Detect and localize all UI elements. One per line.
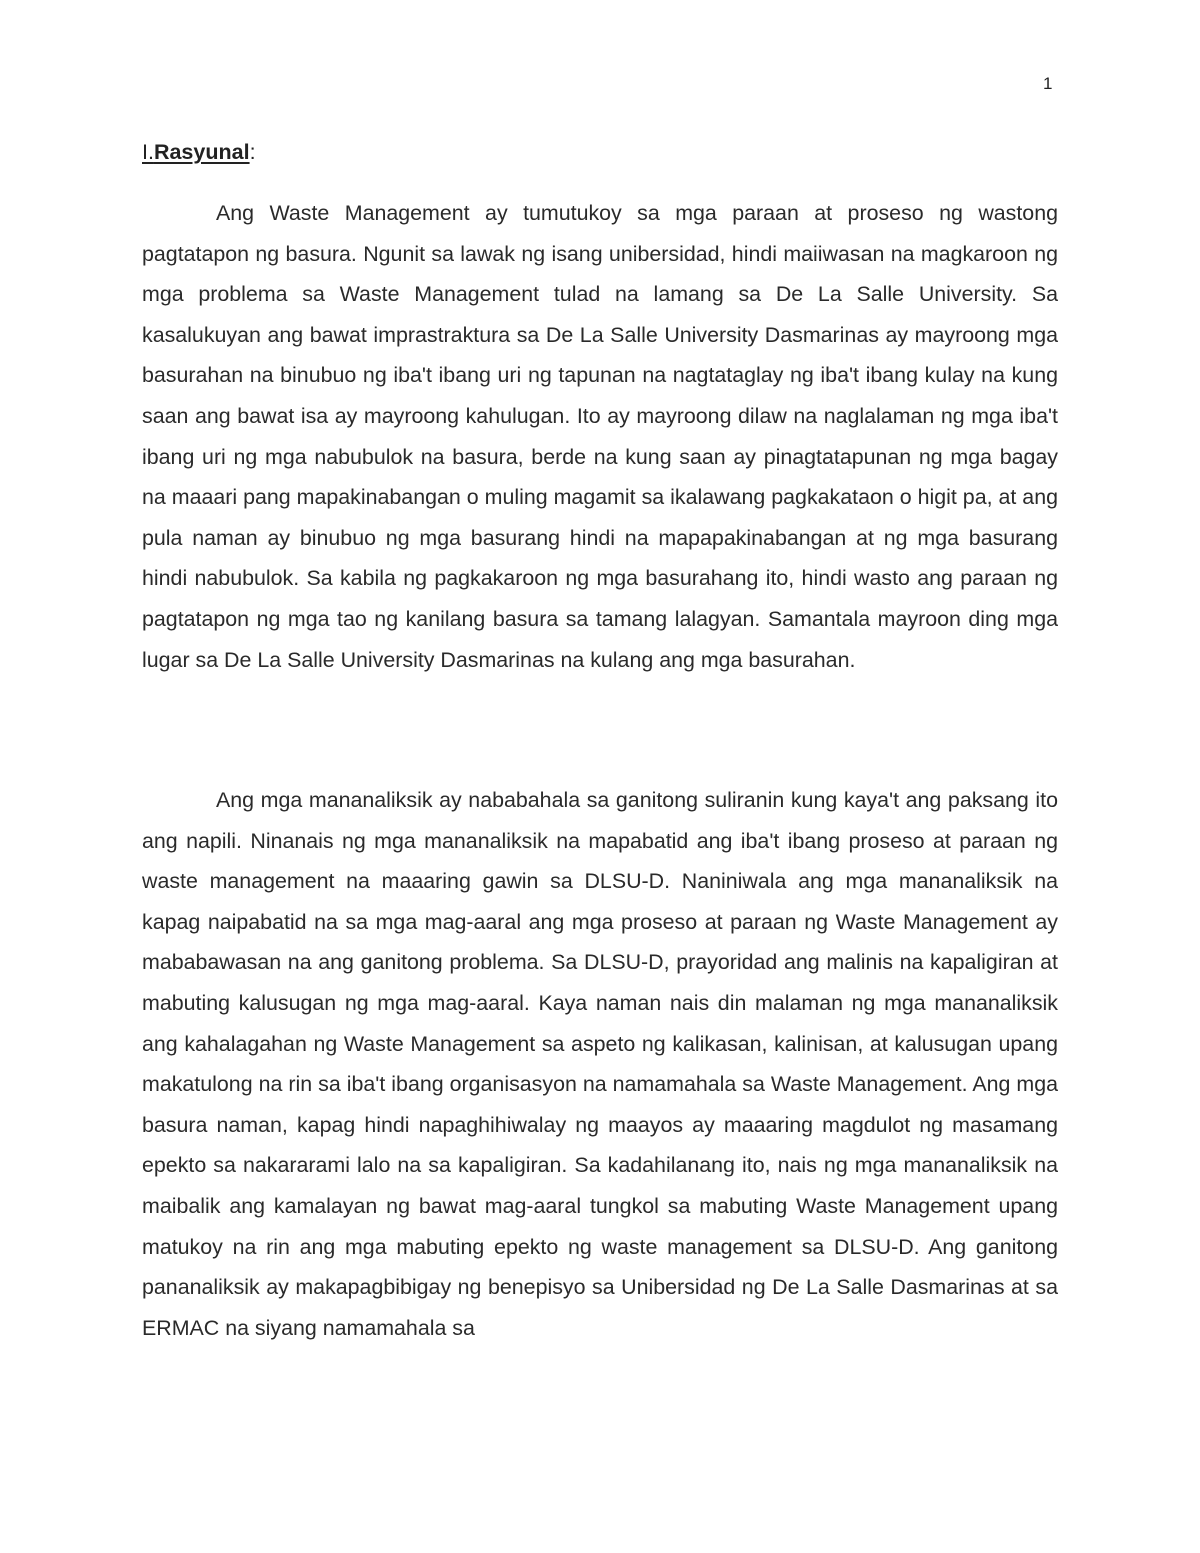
paragraph-1: Ang Waste Management ay tumutukoy sa mga paraan at proseso ng wastong pagtatapon ng basura. Ngunit sa lawak ng isang unibersidad, hindi maiiwasan na magkaroon ng mga problema sa Waste Management tulad na lamang sa De La Salle University. Sa kasalukuyan ang bawat imprastraktura sa De La Salle University Dasmarinas ay mayroong mga basurahan na binubuo ng iba't ibang uri ng tapunan na nagtataglay ng iba't ibang kulay na kung saan ang bawat isa ay mayroong kahulugan. Ito ay mayroong dilaw na naglalaman ng mga iba't ibang uri ng mga nabubulok na basura, berde na kung saan ay pinagtatapunan ng mga bagay na maaari pang mapakinabangan o muling magamit sa ikalawang pagkakataon o higit pa, at ang pula naman ay binubuo ng mga basurang hindi na mapapakinabangan at ng mga basurang hindi nabubulok. Sa kabila ng pagkakaroon ng mga basurahang ito, hindi wasto ang paraan ng pagtatapon ng mga tao ng kanilang basura sa tamang lalagyan. Samantala mayroon ding mga lugar sa De La Salle University Dasmarinas na kulang ang mga basurahan.	[142, 201, 1058, 672]
section-colon: :	[249, 140, 256, 164]
section-title: Rasyunal	[153, 140, 250, 164]
section-number: I.	[142, 140, 154, 164]
section-heading	[142, 140, 256, 165]
paragraph-2: Ang mga mananaliksik ay nababahala sa ganitong suliranin kung kaya't ang paksang ito ang napili. Ninanais ng mga mananaliksik na mapabatid ang iba't ibang proseso at paraan ng waste management na maaaring gawin sa DLSU-D. Naniniwala ang mga mananaliksik na kapag naipabatid na sa mga mag-aaral ang mga proseso at paraan ng Waste Management ay mababawasan na ang ganitong problema. Sa DLSU-D, prayoridad ang malinis na kapaligiran at mabuting kalusugan ng mga mag-aaral. Kaya naman nais din malaman ng mga mananaliksik ang kahalagahan ng Waste Management sa aspeto ng kalikasan, kalinisan, at kalusugan upang makatulong na rin sa iba't ibang organisasyon na namamahala sa Waste Management. Ang mga basura naman, kapag hindi napaghihiwalay ng maayos ay maaaring magdulot ng masamang epekto sa nakararami lalo na sa kapaligiran. Sa kadahilanang ito, nais ng mga mananaliksik na maibalik ang kamalayan ng bawat mag-aaral tungkol sa mabuting Waste Management upang matukoy na rin ang mga mabuting epekto ng waste management sa DLSU-D. Ang ganitong pananaliksik ay makapagbibigay ng benepisyo sa Unibersidad ng De La Salle Dasmarinas at sa ERMAC na siyang namamahala sa	[142, 788, 1058, 1340]
page-number: 1	[1043, 74, 1053, 93]
